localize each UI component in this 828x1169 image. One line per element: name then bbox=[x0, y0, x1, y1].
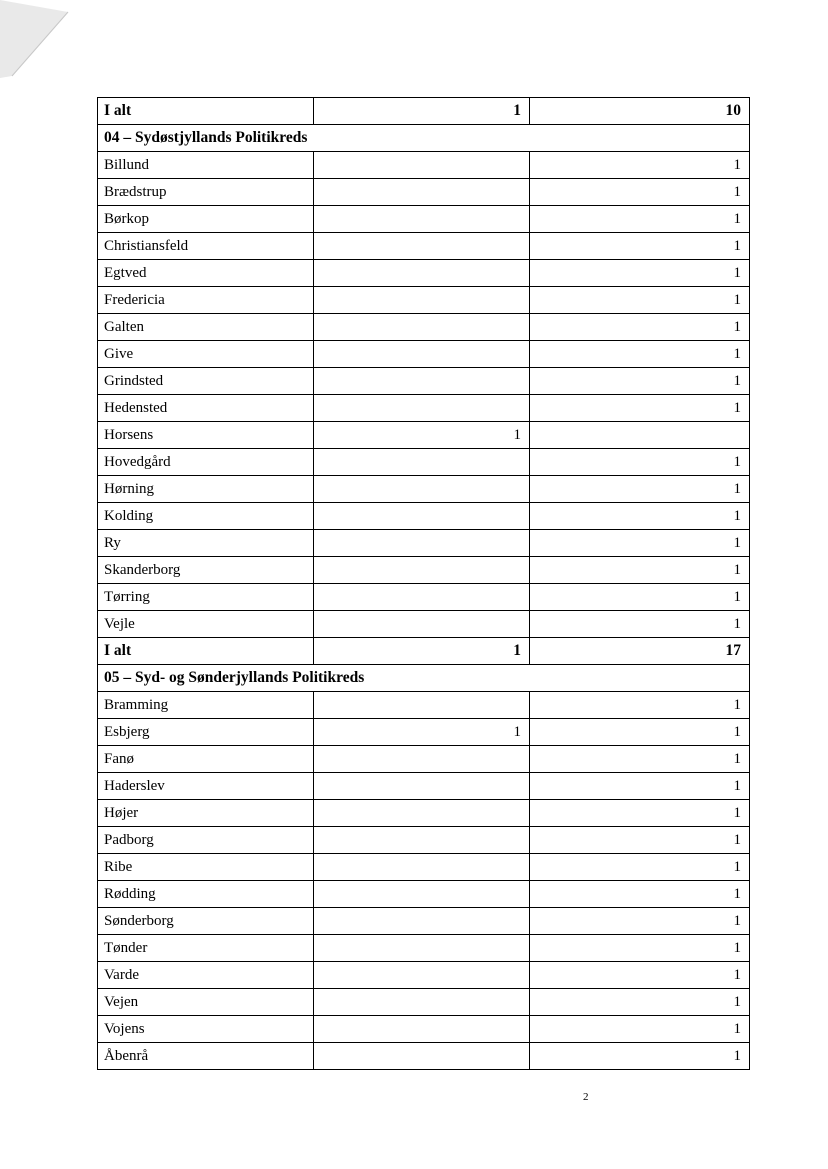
location-name: Kolding bbox=[98, 503, 314, 530]
count-column-1 bbox=[314, 557, 530, 584]
total-row bbox=[98, 98, 750, 125]
count-column-2: 1 bbox=[530, 827, 750, 854]
location-name: Skanderborg bbox=[98, 557, 314, 584]
district-count-table bbox=[97, 97, 750, 1070]
count-column-2: 1 bbox=[530, 908, 750, 935]
section-header-row bbox=[98, 665, 750, 692]
table-row bbox=[98, 314, 750, 341]
location-name: Egtved bbox=[98, 260, 314, 287]
location-name: Hørning bbox=[98, 476, 314, 503]
count-column-2: 1 bbox=[530, 314, 750, 341]
location-name: Hedensted bbox=[98, 395, 314, 422]
table-row bbox=[98, 800, 750, 827]
count-column-2: 1 bbox=[530, 989, 750, 1016]
count-column-1 bbox=[314, 287, 530, 314]
count-column-1 bbox=[314, 260, 530, 287]
table-row bbox=[98, 773, 750, 800]
count-column-1 bbox=[314, 827, 530, 854]
count-column-1 bbox=[314, 314, 530, 341]
count-column-2: 1 bbox=[530, 746, 750, 773]
table-row bbox=[98, 908, 750, 935]
location-name: Bramming bbox=[98, 692, 314, 719]
count-column-2: 1 bbox=[530, 557, 750, 584]
location-name: Billund bbox=[98, 152, 314, 179]
table-row bbox=[98, 287, 750, 314]
table-row bbox=[98, 827, 750, 854]
count-column-1 bbox=[314, 989, 530, 1016]
count-column-2: 1 bbox=[530, 935, 750, 962]
count-column-2: 1 bbox=[530, 449, 750, 476]
count-column-2: 1 bbox=[530, 584, 750, 611]
total-label: I alt bbox=[98, 98, 314, 125]
count-column-1 bbox=[314, 908, 530, 935]
count-column-1 bbox=[314, 611, 530, 638]
table-row bbox=[98, 395, 750, 422]
count-column-2: 1 bbox=[530, 476, 750, 503]
count-column-1 bbox=[314, 1016, 530, 1043]
count-column-1: 1 bbox=[314, 638, 530, 665]
count-column-1 bbox=[314, 962, 530, 989]
table-row bbox=[98, 179, 750, 206]
count-column-2: 17 bbox=[530, 638, 750, 665]
location-name: Esbjerg bbox=[98, 719, 314, 746]
table-row bbox=[98, 233, 750, 260]
location-name: Padborg bbox=[98, 827, 314, 854]
section-title: 04 – Sydøstjyllands Politikreds bbox=[98, 125, 750, 152]
table-row bbox=[98, 611, 750, 638]
table-row bbox=[98, 260, 750, 287]
table-row bbox=[98, 530, 750, 557]
table-row bbox=[98, 881, 750, 908]
count-column-1 bbox=[314, 935, 530, 962]
location-name: Åbenrå bbox=[98, 1043, 314, 1070]
location-name: Sønderborg bbox=[98, 908, 314, 935]
count-column-2: 1 bbox=[530, 1043, 750, 1070]
location-name: Tørring bbox=[98, 584, 314, 611]
location-name: Grindsted bbox=[98, 368, 314, 395]
count-column-2: 1 bbox=[530, 503, 750, 530]
count-column-2: 1 bbox=[530, 1016, 750, 1043]
location-name: Vojens bbox=[98, 1016, 314, 1043]
count-column-2: 1 bbox=[530, 179, 750, 206]
count-column-1 bbox=[314, 395, 530, 422]
count-column-2: 1 bbox=[530, 692, 750, 719]
location-name: Hovedgård bbox=[98, 449, 314, 476]
count-column-1: 1 bbox=[314, 422, 530, 449]
count-column-2: 1 bbox=[530, 152, 750, 179]
count-column-2: 1 bbox=[530, 260, 750, 287]
location-name: Give bbox=[98, 341, 314, 368]
location-name: Rødding bbox=[98, 881, 314, 908]
count-column-2: 1 bbox=[530, 854, 750, 881]
page-corner-fold bbox=[0, 0, 70, 80]
count-column-1 bbox=[314, 746, 530, 773]
count-column-2: 1 bbox=[530, 800, 750, 827]
location-name: Fredericia bbox=[98, 287, 314, 314]
total-row bbox=[98, 638, 750, 665]
table-row bbox=[98, 476, 750, 503]
table-row bbox=[98, 1043, 750, 1070]
count-column-2: 1 bbox=[530, 287, 750, 314]
count-column-2: 1 bbox=[530, 206, 750, 233]
count-column-2: 1 bbox=[530, 773, 750, 800]
table-row bbox=[98, 989, 750, 1016]
count-column-2: 1 bbox=[530, 341, 750, 368]
location-name: Ry bbox=[98, 530, 314, 557]
location-name: Brædstrup bbox=[98, 179, 314, 206]
table-row bbox=[98, 368, 750, 395]
table-row bbox=[98, 206, 750, 233]
table-row bbox=[98, 422, 750, 449]
location-name: Ribe bbox=[98, 854, 314, 881]
location-name: Vejen bbox=[98, 989, 314, 1016]
count-column-2: 1 bbox=[530, 611, 750, 638]
location-name: Vejle bbox=[98, 611, 314, 638]
location-name: Haderslev bbox=[98, 773, 314, 800]
count-column-1 bbox=[314, 179, 530, 206]
count-column-2: 1 bbox=[530, 881, 750, 908]
count-column-2: 1 bbox=[530, 530, 750, 557]
count-column-1 bbox=[314, 368, 530, 395]
table-row bbox=[98, 449, 750, 476]
table-row bbox=[98, 1016, 750, 1043]
count-column-1 bbox=[314, 449, 530, 476]
table-row bbox=[98, 854, 750, 881]
count-column-1 bbox=[314, 233, 530, 260]
table-row bbox=[98, 557, 750, 584]
table-row bbox=[98, 746, 750, 773]
count-column-1 bbox=[314, 773, 530, 800]
count-column-1 bbox=[314, 530, 530, 557]
location-name: Tønder bbox=[98, 935, 314, 962]
location-name: Horsens bbox=[98, 422, 314, 449]
location-name: Christiansfeld bbox=[98, 233, 314, 260]
table-row bbox=[98, 341, 750, 368]
count-column-1 bbox=[314, 152, 530, 179]
count-column-2: 1 bbox=[530, 368, 750, 395]
table-row bbox=[98, 503, 750, 530]
table-row bbox=[98, 692, 750, 719]
count-column-1: 1 bbox=[314, 719, 530, 746]
section-header-row bbox=[98, 125, 750, 152]
total-label: I alt bbox=[98, 638, 314, 665]
table-row bbox=[98, 719, 750, 746]
count-column-1 bbox=[314, 476, 530, 503]
count-column-1 bbox=[314, 881, 530, 908]
location-name: Børkop bbox=[98, 206, 314, 233]
count-column-2 bbox=[530, 422, 750, 449]
count-column-1: 1 bbox=[314, 98, 530, 125]
count-column-1 bbox=[314, 341, 530, 368]
location-name: Galten bbox=[98, 314, 314, 341]
location-name: Varde bbox=[98, 962, 314, 989]
page-number: 2 bbox=[583, 1091, 589, 1103]
section-title: 05 – Syd- og Sønderjyllands Politikreds bbox=[98, 665, 750, 692]
count-column-1 bbox=[314, 503, 530, 530]
table-row bbox=[98, 935, 750, 962]
count-column-2: 10 bbox=[530, 98, 750, 125]
count-column-1 bbox=[314, 1043, 530, 1070]
count-column-2: 1 bbox=[530, 719, 750, 746]
count-column-2: 1 bbox=[530, 962, 750, 989]
count-column-1 bbox=[314, 800, 530, 827]
table-row bbox=[98, 152, 750, 179]
count-column-2: 1 bbox=[530, 233, 750, 260]
count-column-1 bbox=[314, 206, 530, 233]
count-column-1 bbox=[314, 854, 530, 881]
location-name: Højer bbox=[98, 800, 314, 827]
table-body bbox=[98, 98, 750, 1070]
count-column-2: 1 bbox=[530, 395, 750, 422]
count-column-1 bbox=[314, 584, 530, 611]
count-column-1 bbox=[314, 692, 530, 719]
location-name: Fanø bbox=[98, 746, 314, 773]
table-row bbox=[98, 584, 750, 611]
table-row bbox=[98, 962, 750, 989]
